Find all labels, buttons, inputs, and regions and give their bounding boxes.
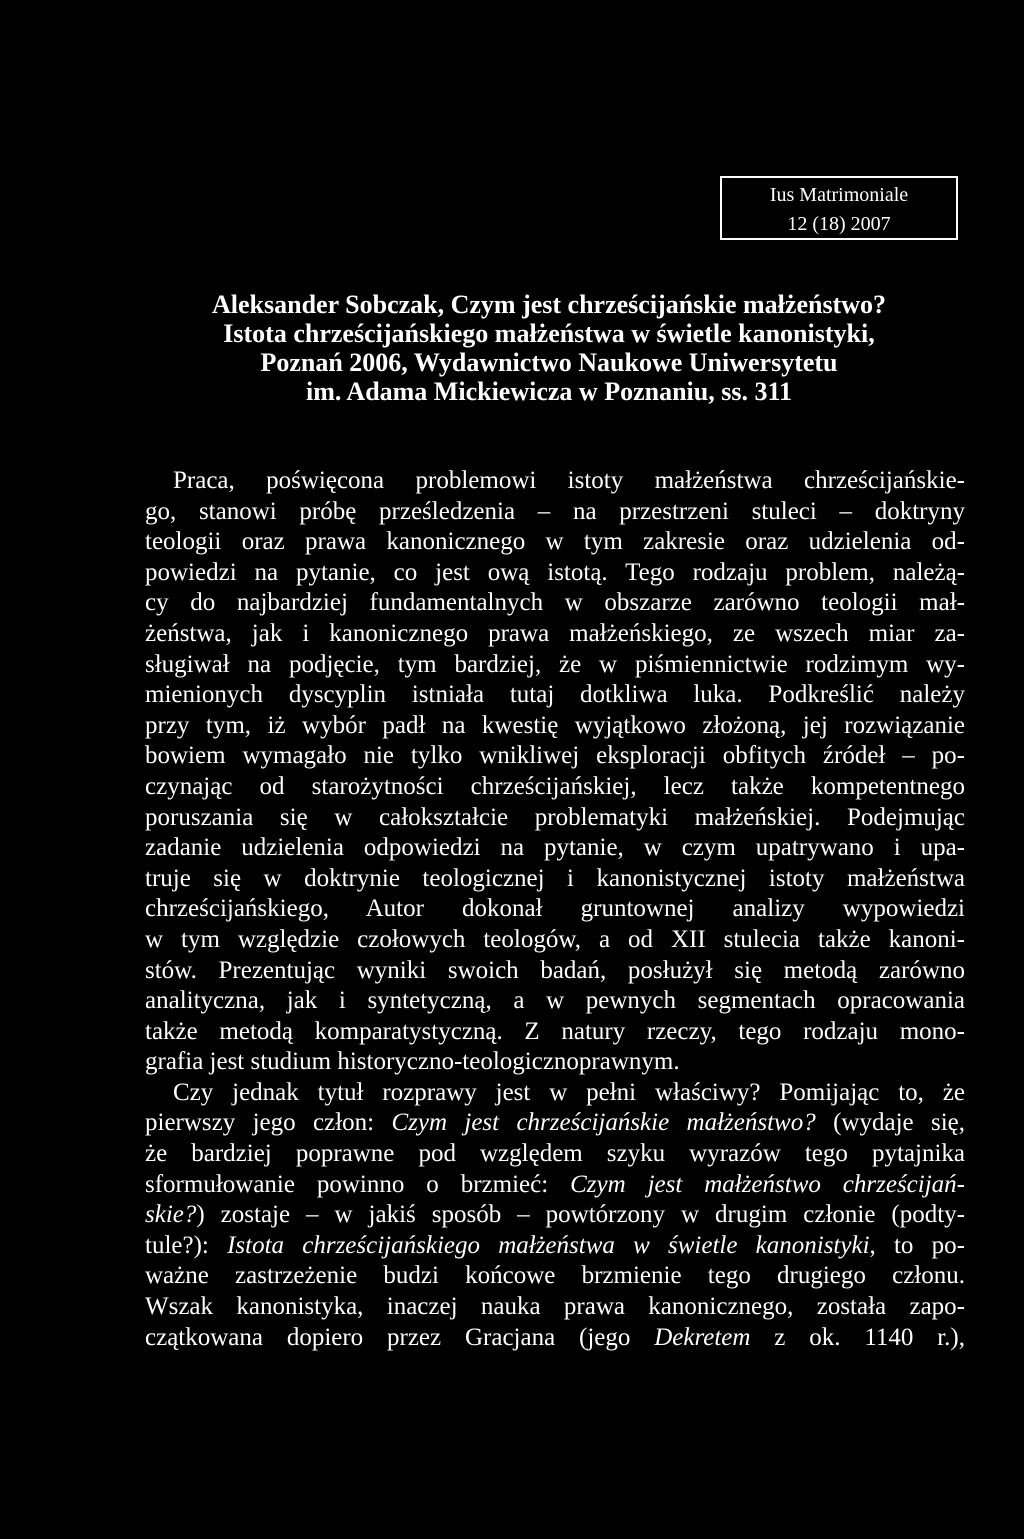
text-line: analityczna, jak i syntetyczną, a w pewnych segmentach opracowania [145,987,965,1015]
title-line: Istota chrześcijańskiego małżeństwa w świetle kanonistyki, [223,319,875,348]
text-line: zadanie udzielenia odpowiedzi na pytanie, w czym upatrywano i upa- [145,834,965,862]
text-line: żeństwa, jak i kanonicznego prawa małżeńskiego, ze wszech miar za- [145,619,965,647]
text-line: truje się w doktrynie teologicznej i kanonistycznej istoty małżeństwa [145,864,965,892]
paragraph-2 [145,1078,965,1353]
journal-info-box [720,176,958,240]
text-line [145,1108,965,1139]
review-body [145,466,965,1353]
text-line: sługiwał na podjęcie, tym bardziej, że w piśmiennictwie rodzimym wy- [145,650,965,678]
text-line: ważne zastrzeżenie budzi końcowe brzmienie tego drugiego członu. [145,1262,965,1290]
text-line: chrześcijańskiego, Autor dokonał gruntownej analizy wypowiedzi [145,895,965,923]
text-segment: , to po- [869,1231,965,1259]
text-line: w tym względzie czołowych teologów, a od XII stulecia także kanoni- [145,925,965,953]
text-segment: z ok. 1140 r.), [750,1323,965,1351]
text-line [145,1231,965,1262]
text-line: cy do najbardziej fundamentalnych w obszarze zarówno teologii mał- [145,589,965,617]
italic-title: Czym jest małżeństwo chrześcijań- [570,1170,965,1198]
italic-title: Istota chrześcijańskiego małżeństwa w świetle kanonistyki [227,1231,870,1259]
text-segment: pierwszy jego człon: [145,1109,392,1137]
text-line [145,1323,965,1354]
text-line: stów. Prezentując wyniki swoich badań, posłużył się metodą zarówno [145,956,965,984]
text-line [145,1200,965,1231]
paragraph-1 [145,466,965,1078]
journal-name: Ius Matrimoniale [769,184,909,206]
text-line: bowiem wymagało nie tylko wnikliwej eksploracji obfitych źródeł – po- [145,742,965,770]
journal-issue: 12 (18) 2007 [787,213,891,235]
text-line: Czy jednak tytuł rozprawy jest w pełni właściwy? Pomijając to, że [173,1078,965,1106]
italic-title: Dekretem [654,1323,751,1351]
text-line: Praca, poświęcona problemowi istoty małżeństwa chrześcijańskie- [173,467,965,494]
text-line: przy tym, iż wybór padł na kwestię wyjątkowo złożoną, jej rozwiązanie [145,711,965,739]
text-line: poruszania się w całokształcie problematyki małżeńskiej. Podejmując [145,803,965,831]
text-segment: sformułowanie powinno o brzmieć: [145,1170,571,1198]
text-line: także metodą komparatystyczną. Z natury rzeczy, tego rodzaju mono- [145,1017,965,1045]
text-line: go, stanowi próbę prześledzenia – na przestrzeni stuleci – doktryny [145,497,965,525]
text-line: grafia jest studium historyczno-teologicznoprawnym. [145,1048,680,1076]
text-line: Wszak kanonistyka, inaczej nauka prawa kanonicznego, została zapo- [145,1293,965,1321]
italic-title: Czym jest chrześcijańskie małżeństwo? [391,1109,816,1137]
text-line [145,1170,965,1201]
text-segment: (wydaje się, [815,1109,965,1137]
text-line: teologii oraz prawa kanonicznego w tym zakresie oraz udzielenia od- [145,528,965,556]
title-line: Aleksander Sobczak, Czym jest chrześcijańskie małżeństwo? [212,290,886,319]
title-line: im. Adama Mickiewicza w Poznaniu, ss. 311 [305,377,793,406]
text-segment: ) zostaje – w jakiś sposób – powtórzony w drugim członie (podty- [196,1201,965,1229]
text-line: mienionych dyscyplin istniała tutaj dotkliwa luka. Podkreślić należy [145,681,965,709]
title-line: Poznań 2006, Wydawnictwo Naukowe Uniwersytetu [260,348,838,377]
text-line: że bardziej poprawne pod względem szyku wyrazów tego pytajnika [145,1140,965,1168]
review-title [140,290,958,406]
text-segment: czątkowana dopiero przez Gracjana (jego [145,1323,655,1351]
text-segment: tule?): [145,1231,228,1259]
italic-title: skie? [145,1201,197,1229]
text-line: powiedzi na pytanie, co jest ową istotą. Tego rodzaju problem, należą- [145,558,965,586]
text-line: czynając od starożytności chrześcijańskiej, lecz także kompetentnego [145,772,965,800]
